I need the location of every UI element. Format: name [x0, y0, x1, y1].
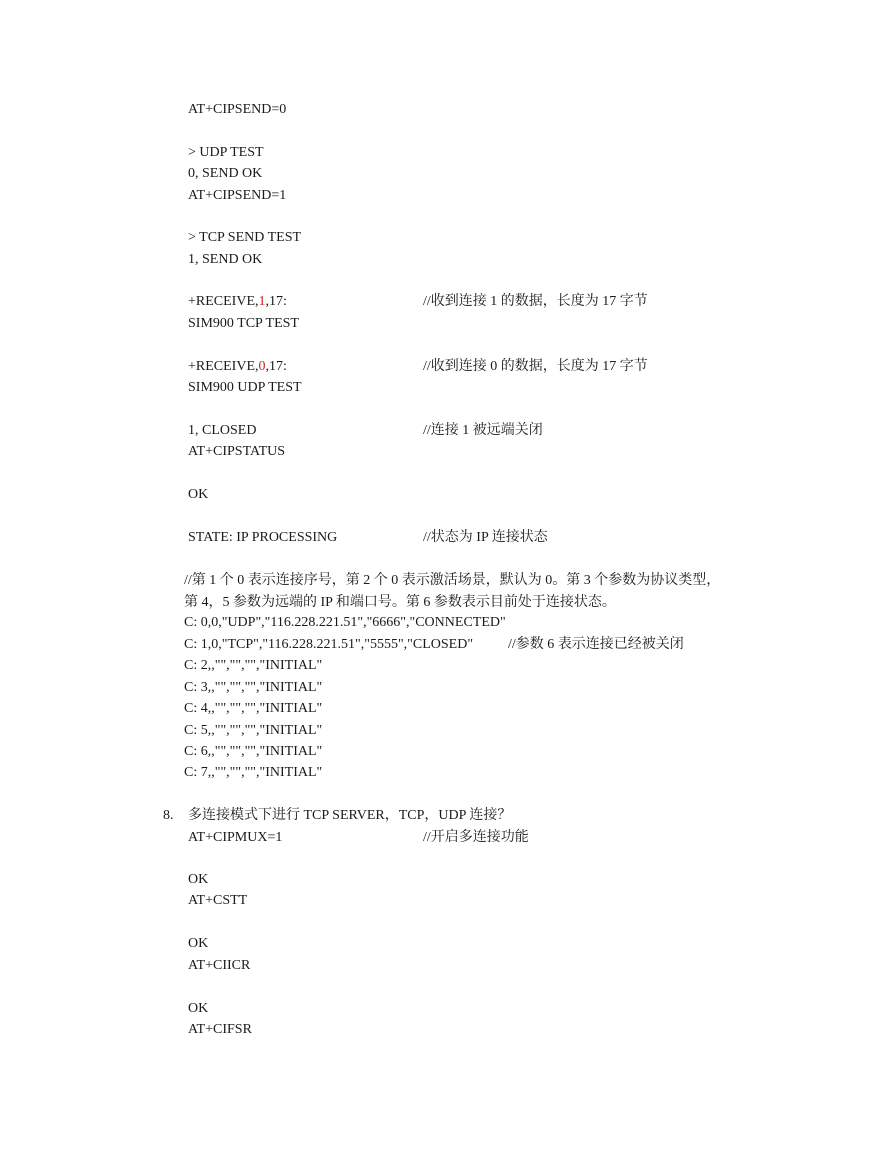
status-line-4: C: 4,,"","","","INITIAL": [184, 701, 323, 716]
cmd-cipmux: AT+CIPMUX=1: [188, 830, 283, 845]
closed-status-comment: //参数 6 表示连接已经被关闭: [508, 637, 684, 652]
status-line-1: C: 1,0,"TCP","116.228.221.51","5555","CLOSED": [184, 637, 474, 652]
sim900-udp-test: SIM900 UDP TEST: [188, 380, 302, 395]
ok-response: OK: [188, 1001, 209, 1016]
receive-0-line: [188, 359, 287, 375]
cmd-cipsend-0: AT+CIPSEND=0: [188, 102, 287, 117]
ok-response: OK: [188, 487, 209, 502]
udp-prompt: > UDP TEST: [188, 145, 264, 160]
sim900-tcp-test: SIM900 TCP TEST: [188, 316, 299, 331]
note-line-1: //第 1 个 0 表示连接序号，第 2 个 0 表示激活场景，默认为 0。第 3 个参数为协议类型，: [184, 573, 721, 588]
status-line-7: C: 7,,"","","","INITIAL": [184, 765, 323, 780]
tcp-prompt: > TCP SEND TEST: [188, 230, 302, 245]
cmd-cifsr: AT+CIFSR: [188, 1022, 252, 1037]
closed-line: 1, CLOSED: [188, 423, 257, 438]
section-number: 8.: [163, 808, 174, 823]
ok-response: OK: [188, 936, 209, 951]
receive-prefix: +RECEIVE,: [188, 294, 259, 309]
status-line-6: C: 6,,"","","","INITIAL": [184, 744, 323, 759]
receive-conn-id: 1: [258, 294, 266, 309]
receive-1-line: [188, 294, 287, 310]
send-ok-0: 0, SEND OK: [188, 166, 263, 181]
closed-comment: //连接 1 被远端关闭: [423, 423, 543, 438]
receive-suffix: ,17:: [265, 359, 287, 374]
note-line-2: 第 4，5 参数为远端的 IP 和端口号。第 6 参数表示目前处于连接状态。: [184, 595, 616, 610]
cmd-cstt: AT+CSTT: [188, 893, 248, 908]
state-line: STATE: IP PROCESSING: [188, 530, 338, 545]
receive-conn-id: 0: [258, 359, 266, 374]
ok-response: OK: [188, 872, 209, 887]
cmd-ciicr: AT+CIICR: [188, 958, 251, 973]
cipmux-comment: //开启多连接功能: [423, 830, 529, 845]
status-line-0: C: 0,0,"UDP","116.228.221.51","6666","CONNECTED": [184, 615, 506, 630]
cmd-cipsend-1: AT+CIPSEND=1: [188, 188, 287, 203]
receive-0-comment: //收到连接 0 的数据，长度为 17 字节: [423, 359, 648, 374]
state-comment: //状态为 IP 连接状态: [423, 530, 548, 545]
receive-1-comment: //收到连接 1 的数据，长度为 17 字节: [423, 294, 648, 309]
status-line-5: C: 5,,"","","","INITIAL": [184, 723, 323, 738]
section-heading: 多连接模式下进行 TCP SERVER，TCP，UDP 连接？: [188, 808, 512, 823]
send-ok-1: 1, SEND OK: [188, 252, 263, 267]
receive-suffix: ,17:: [265, 294, 287, 309]
status-line-2: C: 2,,"","","","INITIAL": [184, 658, 323, 673]
receive-prefix: +RECEIVE,: [188, 359, 259, 374]
cmd-cipstatus: AT+CIPSTATUS: [188, 444, 286, 459]
status-line-3: C: 3,,"","","","INITIAL": [184, 680, 323, 695]
